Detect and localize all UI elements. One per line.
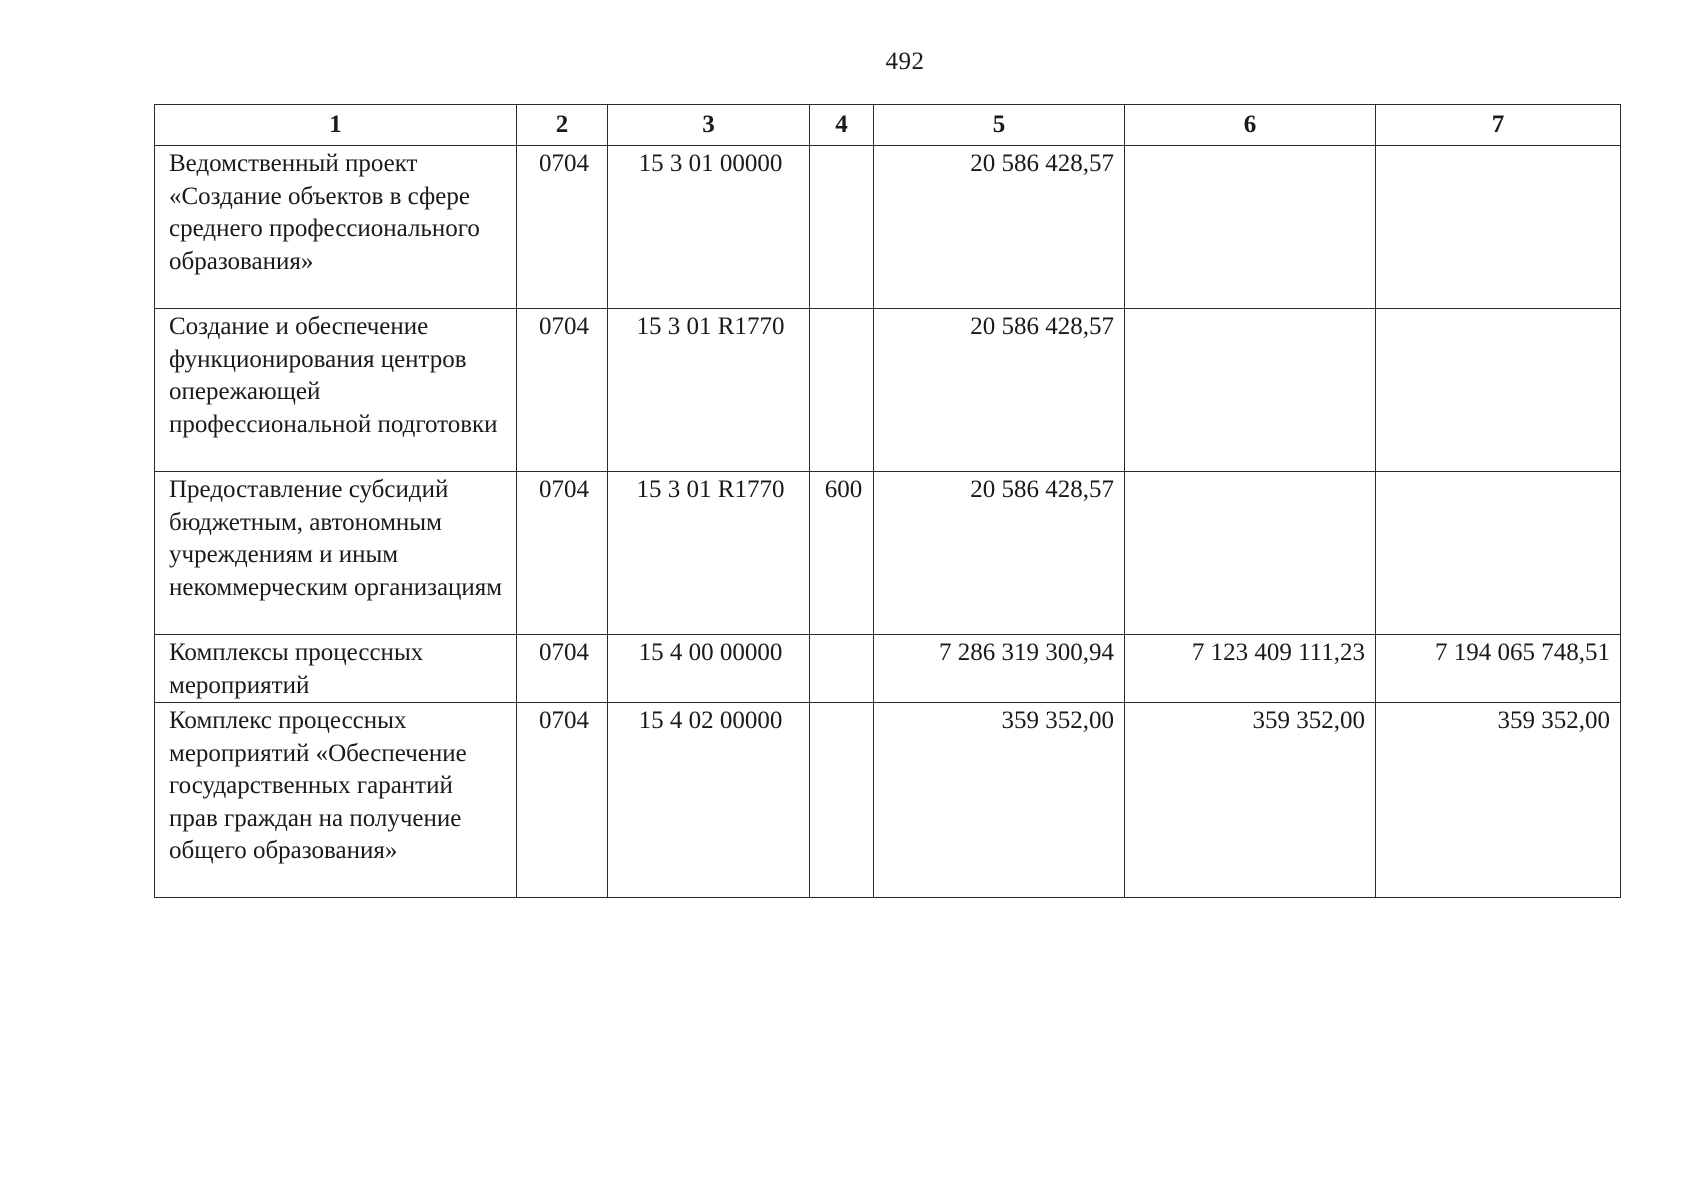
row-amount-2-cell (1125, 309, 1376, 472)
row-amount-3-cell: 7 194 065 748,51 (1376, 635, 1621, 703)
row-amount-2-cell (1125, 472, 1376, 635)
row-type-cell (810, 635, 874, 703)
column-header: 7 (1376, 105, 1621, 146)
row-amount-3-cell (1376, 146, 1621, 309)
row-name-cell: Создание и обеспечение функционирования центров опережающей профессиональной подготовки (155, 309, 517, 472)
row-amount-2-cell: 7 123 409 111,23 (1125, 635, 1376, 703)
table-row (155, 635, 1621, 703)
row-amount-1-cell: 20 586 428,57 (874, 309, 1125, 472)
column-header: 1 (155, 105, 517, 146)
table-header-row (155, 105, 1621, 146)
row-amount-3-cell: 359 352,00 (1376, 703, 1621, 898)
row-section-cell: 0704 (517, 309, 608, 472)
row-name-cell: Комплексы процессных мероприятий (155, 635, 517, 703)
page-number: 492 (885, 48, 925, 75)
row-name-cell: Комплекс процессных мероприятий «Обеспечение государственных гарантий прав граждан на получение общего образования» (155, 703, 517, 898)
row-name-cell: Предоставление субсидий бюджетным, автономным учреждениям и иным некоммерческим организациям (155, 472, 517, 635)
row-amount-1-cell: 20 586 428,57 (874, 146, 1125, 309)
table-row (155, 309, 1621, 472)
row-section-cell: 0704 (517, 146, 608, 309)
row-amount-2-cell: 359 352,00 (1125, 703, 1376, 898)
row-code-cell: 15 4 02 00000 (608, 703, 810, 898)
column-header: 5 (874, 105, 1125, 146)
row-amount-2-cell (1125, 146, 1376, 309)
row-type-cell: 600 (810, 472, 874, 635)
row-section-cell: 0704 (517, 635, 608, 703)
row-amount-3-cell (1376, 309, 1621, 472)
table-row (155, 472, 1621, 635)
table-row (155, 703, 1621, 898)
budget-table (154, 104, 1621, 898)
row-type-cell (810, 309, 874, 472)
row-amount-1-cell: 359 352,00 (874, 703, 1125, 898)
column-header: 4 (810, 105, 874, 146)
column-header: 6 (1125, 105, 1376, 146)
column-header: 2 (517, 105, 608, 146)
row-code-cell: 15 3 01 00000 (608, 146, 810, 309)
row-section-cell: 0704 (517, 472, 608, 635)
row-code-cell: 15 3 01 R1770 (608, 309, 810, 472)
row-amount-3-cell (1376, 472, 1621, 635)
row-type-cell (810, 146, 874, 309)
row-code-cell: 15 3 01 R1770 (608, 472, 810, 635)
column-header: 3 (608, 105, 810, 146)
row-amount-1-cell: 20 586 428,57 (874, 472, 1125, 635)
table-row (155, 146, 1621, 309)
row-name-cell: Ведомственный проект «Создание объектов в сфере среднего профессионального образования» (155, 146, 517, 309)
row-amount-1-cell: 7 286 319 300,94 (874, 635, 1125, 703)
row-section-cell: 0704 (517, 703, 608, 898)
row-code-cell: 15 4 00 00000 (608, 635, 810, 703)
row-type-cell (810, 703, 874, 898)
